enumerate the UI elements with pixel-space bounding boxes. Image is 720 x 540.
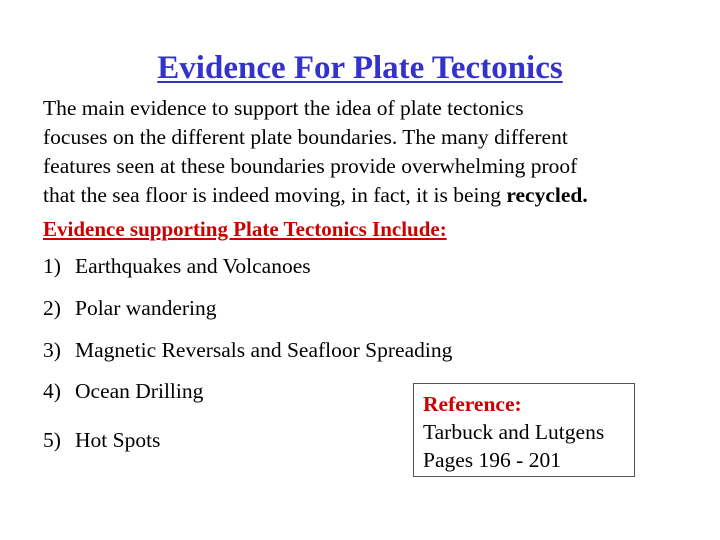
list-item-text: Hot Spots [75,428,161,452]
reference-box [413,383,635,477]
list-item-text: Earthquakes and Volcanoes [75,254,311,278]
reference-author: Tarbuck and Lutgens [423,420,605,444]
intro-emphasis: recycled. [506,183,588,207]
list-item [43,426,160,454]
intro-line: The main evidence to support the idea of plate tectonics [43,96,524,120]
list-item-number: 4) [43,379,61,403]
list-item [43,377,203,405]
list-item-text: Magnetic Reversals and Seafloor Spreading [75,338,453,362]
intro-line: features seen at these boundaries provide overwhelming proof [43,154,578,178]
list-item [43,252,311,280]
reference-label: Reference: [423,392,522,416]
slide-title: Evidence For Plate Tectonics [157,50,563,86]
evidence-subheading: Evidence supporting Plate Tectonics Include: [43,217,447,241]
list-item [43,294,217,322]
list-item-number: 3) [43,338,61,362]
list-item-number: 5) [43,428,61,452]
reference-pages: Pages 196 - 201 [423,448,561,472]
intro-line-last [43,181,683,210]
list-item-text: Polar wandering [75,296,217,320]
intro-line-text: that the sea floor is indeed moving, in fact, it is being [43,183,507,207]
list-item-text: Ocean Drilling [75,379,204,403]
intro-line: focuses on the different plate boundaries. The many different [43,125,568,149]
list-item-number: 2) [43,296,61,320]
list-item-number: 1) [43,254,61,278]
list-item [43,336,452,364]
intro-paragraph [43,94,683,210]
